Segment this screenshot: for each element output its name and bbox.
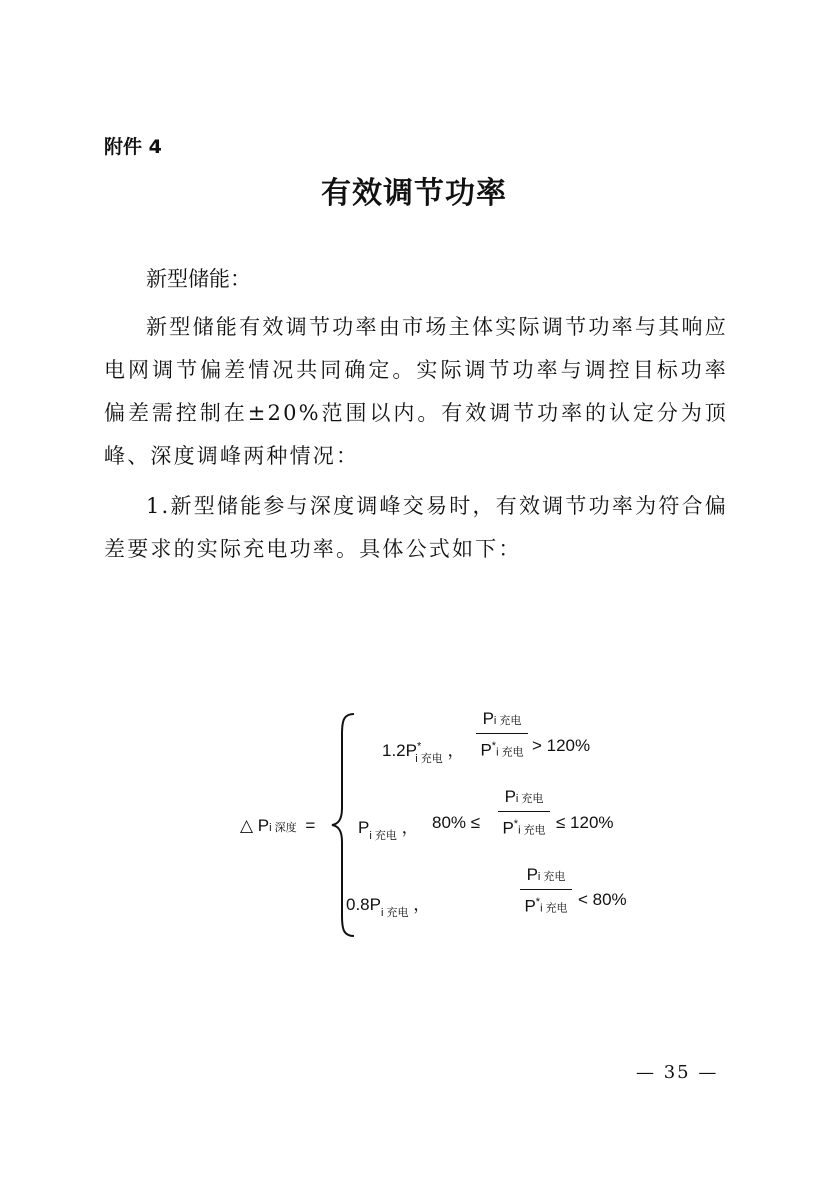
paragraph-3: 1.新型储能参与深度调峰交易时，有效调节功率为符合偏差要求的实际充电功率。具体公式如下： (104, 494, 728, 561)
case-2-value: $P_{i 充电}$ ， (358, 818, 419, 842)
case-2-condition: ≤ 120% (556, 813, 614, 832)
formula-block (0, 700, 828, 950)
page-number: — 35 — (636, 1062, 719, 1083)
case-1-condition: > 120% (532, 736, 591, 755)
paragraph-2: 新型储能有效调节功率由市场主体实际调节功率与其响应电网调节偏差情况共同确定。实际调节功率与调控目标功率偏差需控制在±20%范围以内。有效调节功率的认定分为顶峰、深度调峰两种情况： (104, 315, 728, 468)
formula-lhs: △ Pi 深度 = (240, 816, 316, 835)
case-3-value: $0.8P_{i 充电}$ ， (346, 895, 431, 919)
case-3-condition: < 80% (578, 890, 627, 909)
case-1-fraction: Pi 充电 P*i 充电 (476, 708, 528, 764)
paragraph-1: 新型储能： (146, 267, 251, 291)
case-3-fraction: Pi 充电 P*i 充电 (520, 864, 572, 920)
attachment-label: 附件 4 (104, 136, 162, 158)
page-title: 有效调节功率 (321, 176, 507, 211)
case-2-pre-condition: 80% ≤ (432, 813, 481, 832)
case-1-value: $1.2P^*_{i 充电}$ ， (382, 740, 465, 765)
case-2-fraction: Pi 充电 P*i 充电 (498, 786, 550, 842)
